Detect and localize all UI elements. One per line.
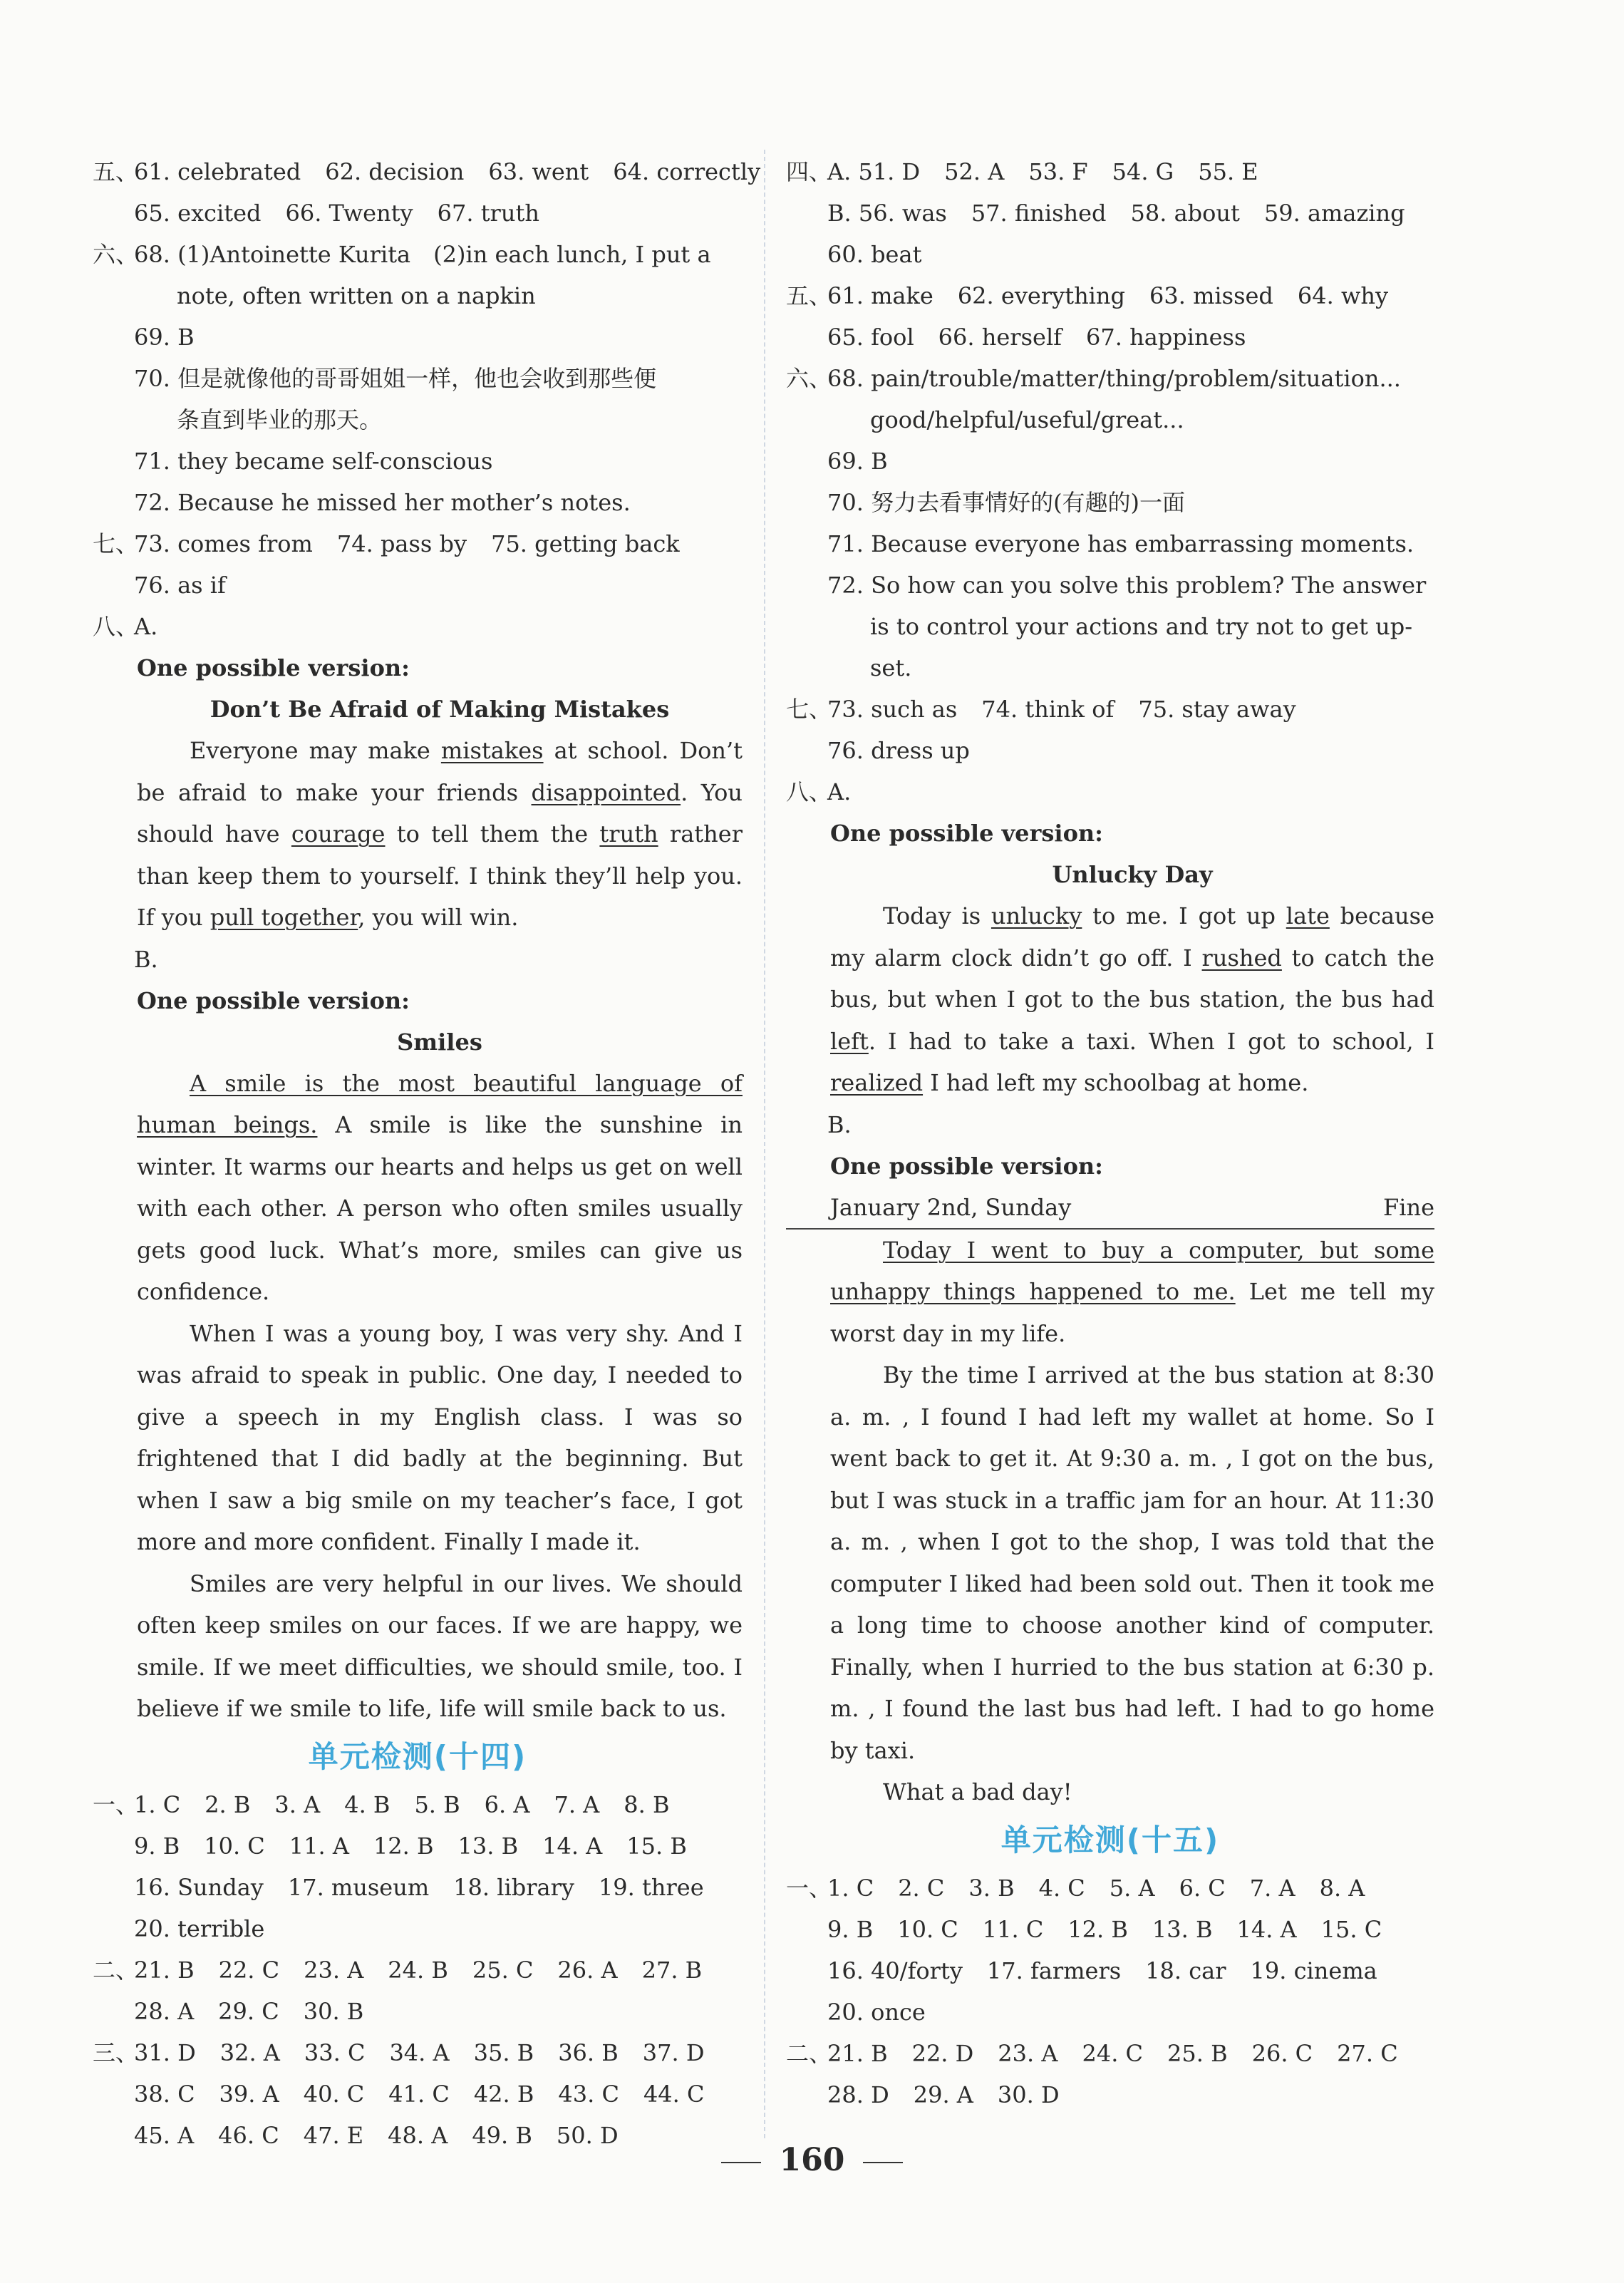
section-3: 三、 31. D 32. A 33. C 34. A 35. B 36. B 37. D bbox=[93, 2032, 743, 2073]
answer-item: 66. Twenty bbox=[285, 200, 413, 227]
answer-item: 23. A bbox=[998, 2039, 1058, 2067]
answer-item: 43. C bbox=[558, 2080, 619, 2108]
answer-item: 67. truth bbox=[437, 200, 539, 227]
answer-item: 59. amazing bbox=[1263, 200, 1405, 227]
answer-item: 30. B bbox=[303, 1997, 364, 2025]
column-divider bbox=[764, 150, 765, 2138]
answer-item: 18. car bbox=[1145, 1957, 1226, 1984]
right-column: 四、 A. 51. D 52. A 53. F 54. G 55. E B. 56. was 57. finished 58. about 59. amazing 60. beat 五、 61. make 62. everything 63. missed 64. why 65. fool 66. herself 67. happiness 六、 68. pain/trouble/matter/thing/problem/situation... good/helpful/useful/great... 69. B 70. 努力去看事情好的(有趣的)一面 71. Because everyone has embarrassing moments. 72. So how can you solve this problem? The answer is to control your actions and try not to get up- set. 七、 73. such as 74. think of 75. stay away 76. dress up 八、 A. One possible version: Unlucky Day Today is unlucky to me. I got up late because my alarm clock didn’t go off. I rushed to catch the bus, but when I got to the bus station, the bus had left. I had to take a taxi. When I got to school, I realized I had left my schoolbag at home. B. One possible version: January 2nd, Sunday Fine Today I went to buy a computer, but some unhappy things happened to me. Let me tell my worst day in my life. By the time I arrived at the bus station at 8:30 a. m. , I found I had left my wallet at home. So I went back to get it. At 9:30 a. m. , I got on the bus, but I was stuck in a traffic jam for an hour. At 11:30 a. m. , when I got to the shop, I was told that the computer I liked had been sold out. Then it took me a long time to choose another kind of computer. Finally, when I hurried to the bus station at 6:30 p. m. , I found the last bus had left. I had to go home by taxi. What a bad day! 单元检测(十五) 一、 1. C 2. C 3. B 4. C 5. A 6. C 7. A 8. A 9. B 10. C 11. C 12. B 13. B 14. A 15. C 16. 40/forty 17. farmers 18. car 19. cinema 20. once 二、 21. B 22. D 23. A 24. C 25. B 26. C 27. C 28. D 29. A 30. D bbox=[786, 151, 1434, 2115]
answer-item: B. 56. was bbox=[827, 200, 947, 227]
answer-item: 30. D bbox=[997, 2081, 1060, 2108]
section-1: 一、 1. C 2. B 3. A 4. B 5. B 6. A 7. A 8. B bbox=[93, 1784, 743, 1825]
answer-item: 23. A bbox=[304, 1956, 364, 1984]
text-segment: to tell them the bbox=[385, 820, 600, 847]
answer-item: 40. C bbox=[303, 2080, 365, 2108]
answer-item: 45. A bbox=[134, 2121, 195, 2149]
answer-item: 21. B bbox=[827, 2039, 888, 2067]
underlined-phrase: courage bbox=[291, 820, 386, 847]
answer-item: 36. B bbox=[558, 2039, 619, 2066]
essay-title: Unlucky Day bbox=[1052, 861, 1213, 888]
answer-item: 49. B bbox=[472, 2121, 532, 2149]
answer-item: 38. C bbox=[134, 2080, 195, 2108]
answer-item: 31. D bbox=[134, 2039, 196, 2066]
answer-item: 15. B bbox=[626, 1832, 687, 1860]
underlined-phrase: rushed bbox=[1201, 944, 1282, 972]
section-6: 六、 68. pain/trouble/matter/thing/problem/situation... bbox=[786, 365, 1401, 392]
underlined-phrase: pull together bbox=[210, 904, 358, 931]
answer-item: 5. A bbox=[1109, 1874, 1155, 1902]
answer-item: 58. about bbox=[1130, 200, 1240, 227]
answer-item: 74. think of bbox=[981, 696, 1114, 723]
underlined-phrase: unlucky bbox=[991, 902, 1082, 929]
answer-item: 52. A bbox=[944, 158, 1005, 185]
underlined-phrase: left bbox=[830, 1027, 869, 1055]
answer-item: 7. A bbox=[1249, 1874, 1295, 1902]
version-label: One possible version: bbox=[137, 986, 410, 1014]
page-number-rule bbox=[721, 2162, 761, 2163]
answer-item: 21. B bbox=[134, 1956, 195, 1984]
answer-item: 1. C bbox=[134, 1790, 181, 1818]
answer-item: 75. getting back bbox=[491, 530, 680, 557]
section-2: 二、 21. B 22. D 23. A 24. C 25. B 26. C 27. C bbox=[786, 2033, 1434, 2074]
answer-item: 1. C bbox=[827, 1874, 874, 1902]
answer-item: 8. B bbox=[624, 1790, 670, 1818]
essay-paragraph: What a bad day! bbox=[883, 1778, 1072, 1805]
answer-item: 14. A bbox=[542, 1832, 603, 1860]
answer-item: 15. C bbox=[1320, 1915, 1382, 1943]
answer-line bbox=[93, 192, 743, 234]
answer-item: 18. library bbox=[453, 1873, 574, 1901]
answer-item: 19. cinema bbox=[1250, 1957, 1377, 1984]
answer-item: 39. A bbox=[219, 2080, 279, 2108]
answer-item: 57. finished bbox=[971, 200, 1107, 227]
text-segment: because my alarm clock didn’t go off. I bbox=[830, 902, 1435, 972]
answer-item: 42. B bbox=[473, 2080, 534, 2108]
answer-item: 64. why bbox=[1297, 282, 1389, 309]
essay-paragraph: Today I went to buy a computer, but some unhappy things happened to me. Let me tell my worst day in my life. bbox=[830, 1236, 1435, 1347]
answer-item: 24. B bbox=[388, 1956, 448, 1984]
answer-item: 61. make bbox=[827, 282, 933, 309]
answer-item: 61. celebrated bbox=[134, 158, 301, 185]
section-8: 八、 A. bbox=[786, 778, 852, 805]
answer-item: 22. D bbox=[911, 2039, 974, 2067]
answer-item: 13. B bbox=[1152, 1915, 1213, 1943]
answer-item: 5. B bbox=[414, 1790, 460, 1818]
answer-item: 65. fool bbox=[827, 324, 914, 351]
answer-item: 11. C bbox=[982, 1915, 1044, 1943]
text-segment: , you will win. bbox=[358, 904, 519, 931]
left-column: 五、 61. celebrated 62. decision 63. went 64. correctly 65. excited 66. Twenty 67. truth 六、 68. (1)Antoinette Kurita (2)in each lunch, I put a note, often written on a napkin 69. B 70. 但是就像他的哥哥姐姐一样，他也会收到那些便 条直到毕业的那天。 71. they became self-conscious 72. Because he missed her mother’s notes. 七、 73. comes from 74. pass by 75. getting back 76. as if 八、 A. One possible version: Don’t Be Afraid of Making Mistakes Everyone may make mistakes at school. Don’t be afraid to make your friends disappointed. You should have courage to tell them the truth rather than keep them to yourself. I think they’ll help you. If you pull together, you will win. B. One possible version: Smiles A smile is the most beautiful language of human beings. A smile is like the sunshine in winter. It warms our hearts and helps us get on well with each other. A person who often smiles usually gets good luck. What’s more, smiles can give us confidence. When I was a young boy, I was very shy. And I was afraid to speak in public. One day, I needed to give a speech in my English class. I was so frightened that I did badly at the beginning. But when I saw a big smile on my teacher’s face, I got more and more confident. Finally I made it. Smiles are very helpful in our lives. We should often keep smiles on our faces. If we are happy, we smile. If we meet difficulties, we should smile, too. I believe if we smile to life, life will smile back to us. 单元检测(十四) 一、 1. C 2. B 3. A 4. B 5. B 6. A 7. A 8. B 9. B 10. C 11. A 12. B 13. B 14. A 15. B 16. Sunday 17. museum 18. library 19. three 20. terrible 二、 21. B 22. C 23. A 24. B 25. C 26. A 27. B 28. A 29. C 30. B 三、 31. D 32. A 33. C 34. A 35. B 36. B 37. D 38. C 39. A 40. C 41. C 42. B 43. C 44. C 45. A 46. C 47. E 48. A 49. B 50. D bbox=[93, 151, 743, 2156]
answer-item: 66. herself bbox=[938, 324, 1062, 351]
answer-item: 3. A bbox=[274, 1790, 321, 1818]
answer-item: 12. B bbox=[373, 1832, 434, 1860]
answer-item: 28. D bbox=[827, 2081, 889, 2108]
essay-paragraph: A smile is the most beautiful language of human beings. A smile is like the sunshine in winter. It warms our hearts and helps us get on well with each other. A person who often smiles usually gets good luck. What’s more, smiles can give us confidence. bbox=[137, 1069, 743, 1305]
underlined-phrase: late bbox=[1286, 902, 1330, 929]
answer-item: 10. C bbox=[897, 1915, 958, 1943]
answer-item: 6. C bbox=[1179, 1874, 1226, 1902]
answer-item: 19. three bbox=[598, 1873, 704, 1901]
text-segment: . I had to take a taxi. When I got to school, I bbox=[868, 1027, 1434, 1055]
answer-line bbox=[134, 151, 785, 192]
answer-item: 22. C bbox=[218, 1956, 280, 1984]
diary-dateline: January 2nd, Sunday Fine bbox=[786, 1187, 1434, 1230]
text-segment: . You should have bbox=[137, 778, 743, 847]
answer-item: 73. such as bbox=[827, 696, 958, 723]
section-8: 八、 A. bbox=[93, 613, 158, 640]
section-1: 一、 1. C 2. C 3. B 4. C 5. A 6. C 7. A 8. A bbox=[786, 1867, 1434, 1909]
answer-item: 74. pass by bbox=[336, 530, 467, 557]
answer-item: 29. C bbox=[218, 1997, 279, 2025]
answer-item: 44. C bbox=[643, 2080, 705, 2108]
section-5: 五、 61. make 62. everything 63. missed 64. why bbox=[786, 275, 1434, 316]
answer-item: 16. 40/forty bbox=[827, 1957, 963, 1984]
underlined-phrase: disappointed bbox=[531, 778, 681, 806]
underlined-phrase: truth bbox=[599, 820, 658, 847]
answer-item: 17. farmers bbox=[986, 1957, 1122, 1984]
answer-item: 41. C bbox=[388, 2080, 450, 2108]
answer-item: 62. everything bbox=[957, 282, 1125, 309]
answer-item: 25. C bbox=[472, 1956, 534, 1984]
text-segment: Everyone may make bbox=[190, 737, 441, 764]
answer-item: 17. museum bbox=[287, 1873, 430, 1901]
answer-item: 29. A bbox=[913, 2081, 973, 2108]
answer-item: 11. A bbox=[289, 1832, 349, 1860]
text-segment: to me. I got up bbox=[1082, 902, 1286, 929]
answer-item: 34. A bbox=[389, 2039, 450, 2066]
answer-item: A. 51. D bbox=[827, 158, 921, 185]
section-7: 七、 73. such as 74. think of 75. stay away bbox=[786, 689, 1434, 730]
answer-item: 7. A bbox=[554, 1790, 600, 1818]
text-segment: I had left my schoolbag at home. bbox=[923, 1069, 1309, 1096]
answer-item: 55. E bbox=[1198, 158, 1258, 185]
answer-item: 16. Sunday bbox=[134, 1873, 264, 1901]
answer-item: 67. happiness bbox=[1086, 324, 1246, 351]
section-6: 六、 68. (1)Antoinette Kurita (2)in each lunch, I put a bbox=[93, 241, 711, 268]
essay-paragraph: Smiles are very helpful in our lives. We should often keep smiles on our faces. If we are happy, we smile. If we meet difficulties, we should smile, too. I believe if we smile to life, life will smile back to us. bbox=[137, 1570, 743, 1722]
answer-item: 35. B bbox=[473, 2039, 534, 2066]
text-segment: Today is bbox=[883, 902, 991, 929]
answer-item: 28. A bbox=[134, 1997, 195, 2025]
answer-item: 25. B bbox=[1167, 2039, 1228, 2067]
text-segment: at school. Don’t be afraid to make your friends bbox=[137, 737, 743, 806]
underlined-phrase: mistakes bbox=[440, 737, 544, 764]
answer-item: 48. A bbox=[388, 2121, 448, 2149]
answer-item: 4. C bbox=[1038, 1874, 1085, 1902]
answer-item: 27. C bbox=[1337, 2039, 1398, 2067]
answer-item: 47. E bbox=[303, 2121, 364, 2149]
answer-item: 63. went bbox=[488, 158, 589, 185]
section-2: 二、 21. B 22. C 23. A 24. B 25. C 26. A 27. B bbox=[93, 1949, 743, 1991]
answer-item: 33. C bbox=[304, 2039, 366, 2066]
answer-item: 62. decision bbox=[325, 158, 465, 185]
answer-item: 63. missed bbox=[1149, 282, 1273, 309]
page-number-rule bbox=[863, 2162, 903, 2163]
answer-item: 9. B bbox=[134, 1832, 180, 1860]
answer-item: 9. B bbox=[827, 1915, 874, 1943]
answer-item: 6. A bbox=[484, 1790, 530, 1818]
answer-item: 73. comes from bbox=[134, 530, 313, 557]
answer-item: 14. A bbox=[1236, 1915, 1297, 1943]
section-4: 四、 A. 51. D 52. A 53. F 54. G 55. E bbox=[786, 151, 1434, 192]
answer-item: 2. C bbox=[898, 1874, 945, 1902]
answer-item: 65. excited bbox=[134, 200, 262, 227]
section-5: 五、 61. celebrated 62. decision 63. went 64. correctly bbox=[93, 151, 743, 192]
answer-item: 26. A bbox=[557, 1956, 618, 1984]
unit-heading-15: 单元检测(十五) bbox=[1000, 1822, 1220, 1857]
section-7: 七、 73. comes from 74. pass by 75. getting back bbox=[93, 523, 743, 565]
essay-title: Don’t Be Afraid of Making Mistakes bbox=[210, 696, 670, 723]
text-segment: to catch the bus, but when I got to the bus station, the bus had bbox=[830, 944, 1435, 1013]
answer-item: 10. C bbox=[204, 1832, 265, 1860]
answer-item: 12. B bbox=[1067, 1915, 1128, 1943]
answer-item: 75. stay away bbox=[1138, 696, 1296, 723]
essay-paragraph: When I was a young boy, I was very shy. And I was afraid to speak in public. One day, I needed to give a speech in my English class. I was so frightened that I did badly at the beginning. But when I saw a big smile on my teacher’s face, I got more and more confident. Finally I made it. bbox=[137, 1319, 743, 1555]
version-label: One possible version: bbox=[830, 820, 1103, 847]
answer-item: 27. B bbox=[641, 1956, 703, 1984]
answer-item: 32. A bbox=[219, 2039, 280, 2066]
answer-item: 3. B bbox=[968, 1874, 1015, 1902]
essay-paragraph: By the time I arrived at the bus station at 8:30 a. m. , I found I had left my wallet at home. So I went back to get it. At 9:30 a. m. , I got on the bus, but I was stuck in a traffic jam for an hour. At 11:30 a. m. , when I got to the shop, I was told that the computer I liked had been sold out. Then it took me a long time to choose another kind of computer. Finally, when I hurried to the bus station at 6:30 p. m. , I found the last bus had left. I had to go home by taxi. bbox=[830, 1361, 1434, 1764]
version-label: One possible version: bbox=[137, 654, 410, 681]
answer-item: 26. C bbox=[1251, 2039, 1313, 2067]
answer-item: 46. C bbox=[218, 2121, 279, 2149]
answer-item: 2. B bbox=[205, 1790, 251, 1818]
underlined-phrase: realized bbox=[830, 1069, 924, 1096]
version-label: One possible version: bbox=[830, 1152, 1103, 1180]
answer-item: 8. A bbox=[1319, 1874, 1365, 1902]
answer-item: 13. B bbox=[457, 1832, 519, 1860]
text-segment: rather than keep them to yourself. I think they’ll help you. If you bbox=[137, 820, 743, 931]
answer-item: 37. D bbox=[642, 2039, 705, 2066]
answer-item: 53. F bbox=[1028, 158, 1088, 185]
essay-paragraph bbox=[830, 895, 1434, 1104]
answer-item: 4. B bbox=[344, 1790, 391, 1818]
unit-heading-14: 单元检测(十四) bbox=[308, 1738, 527, 1774]
essay-paragraph bbox=[137, 730, 743, 939]
essay-title: Smiles bbox=[397, 1028, 482, 1056]
page-number: 160 bbox=[0, 2142, 1624, 2178]
answer-item: 54. G bbox=[1112, 158, 1174, 185]
answer-item: 24. C bbox=[1082, 2039, 1144, 2067]
answer-item: 64. correctly bbox=[613, 158, 761, 185]
answer-item: 50. D bbox=[556, 2121, 619, 2149]
